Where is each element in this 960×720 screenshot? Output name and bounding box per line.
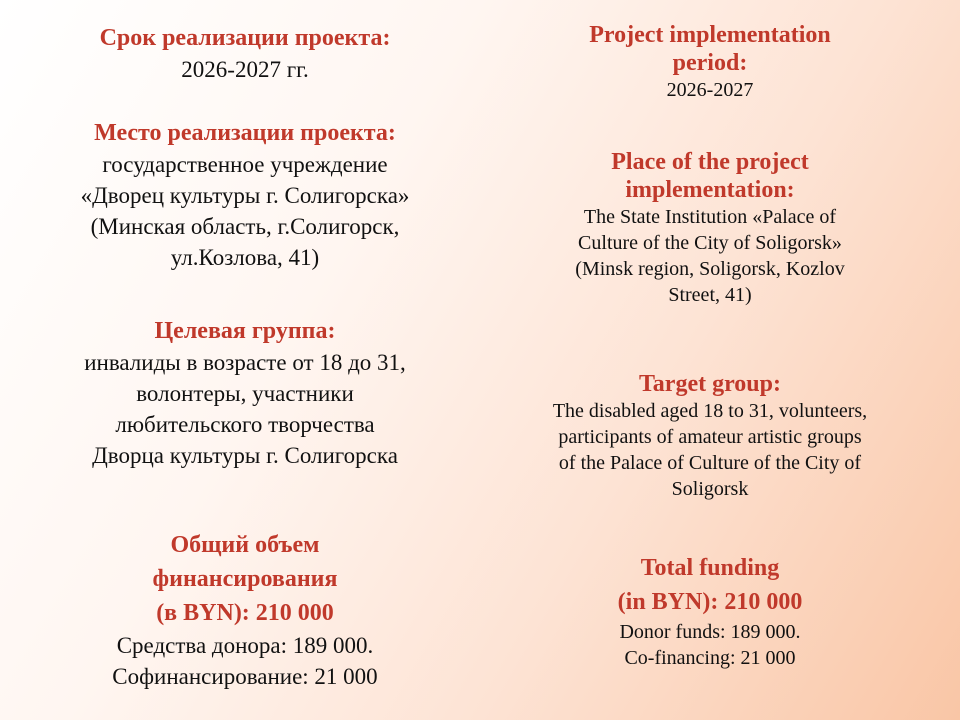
right-place-heading-1: Place of the project xyxy=(611,149,809,175)
right-place-section xyxy=(480,148,940,308)
right-period-section xyxy=(480,21,940,103)
left-funding-cofinancing: Софинансирование: 21 000 xyxy=(112,664,378,689)
left-funding-section xyxy=(10,528,480,692)
right-funding-heading-1: Total funding xyxy=(640,555,780,581)
right-funding-section xyxy=(480,551,940,671)
right-period-heading-2: period: xyxy=(672,50,748,76)
left-target-heading: Целевая группа: xyxy=(154,318,336,344)
right-funding-cofinancing: Co-financing: 21 000 xyxy=(624,647,796,669)
left-funding-heading-2: финансирования xyxy=(152,566,338,592)
right-target-section xyxy=(480,370,940,502)
left-period-value: 2026-2027 гг. xyxy=(181,57,309,82)
left-target-line-1: инвалиды в возрасте от 18 до 31, xyxy=(84,350,406,375)
left-place-line-3: (Минская область, г.Солигорск, xyxy=(90,214,400,239)
right-target-heading: Target group: xyxy=(638,371,781,397)
right-target-line-4: Soligorsk xyxy=(671,478,749,500)
right-place-line-1: The State Institution «Palace of xyxy=(583,206,837,228)
left-place-line-4: ул.Козлова, 41) xyxy=(170,245,320,270)
left-period-section xyxy=(10,22,480,85)
right-place-line-3: (Minsk region, Soligorsk, Kozlov xyxy=(575,258,845,280)
left-target-section xyxy=(10,315,480,471)
left-target-line-2: волонтеры, участники xyxy=(136,381,354,406)
right-funding-donor: Donor funds: 189 000. xyxy=(619,621,801,643)
left-target-line-3: любительского творчества xyxy=(115,412,375,437)
left-funding-donor: Средства донора: 189 000. xyxy=(116,633,374,658)
left-place-heading: Место реализации проекта: xyxy=(94,120,396,146)
right-period-heading-1: Project implementation xyxy=(589,22,831,48)
right-target-line-3: of the Palace of Culture of the City of xyxy=(558,452,862,474)
left-place-line-2: «Дворец культуры г. Солигорска» xyxy=(80,183,410,208)
right-period-value: 2026-2027 xyxy=(666,79,754,101)
left-place-line-1: государственное учреждение xyxy=(102,152,388,177)
left-place-section xyxy=(10,117,480,273)
right-place-heading-2: implementation: xyxy=(625,177,795,203)
left-period-heading: Срок реализации проекта: xyxy=(99,25,391,51)
right-place-line-4: Street, 41) xyxy=(668,284,752,306)
left-funding-heading-1: Общий объем xyxy=(170,532,320,558)
right-target-line-1: The disabled aged 18 to 31, volunteers, xyxy=(552,400,868,422)
left-funding-heading-3: (в BYN): 210 000 xyxy=(156,600,334,626)
left-target-line-4: Дворца культуры г. Солигорска xyxy=(92,443,398,468)
right-target-line-2: participants of amateur artistic groups xyxy=(558,426,862,448)
right-place-line-2: Culture of the City of Soligorsk» xyxy=(578,232,842,254)
right-funding-heading-2: (in BYN): 210 000 xyxy=(617,589,803,615)
